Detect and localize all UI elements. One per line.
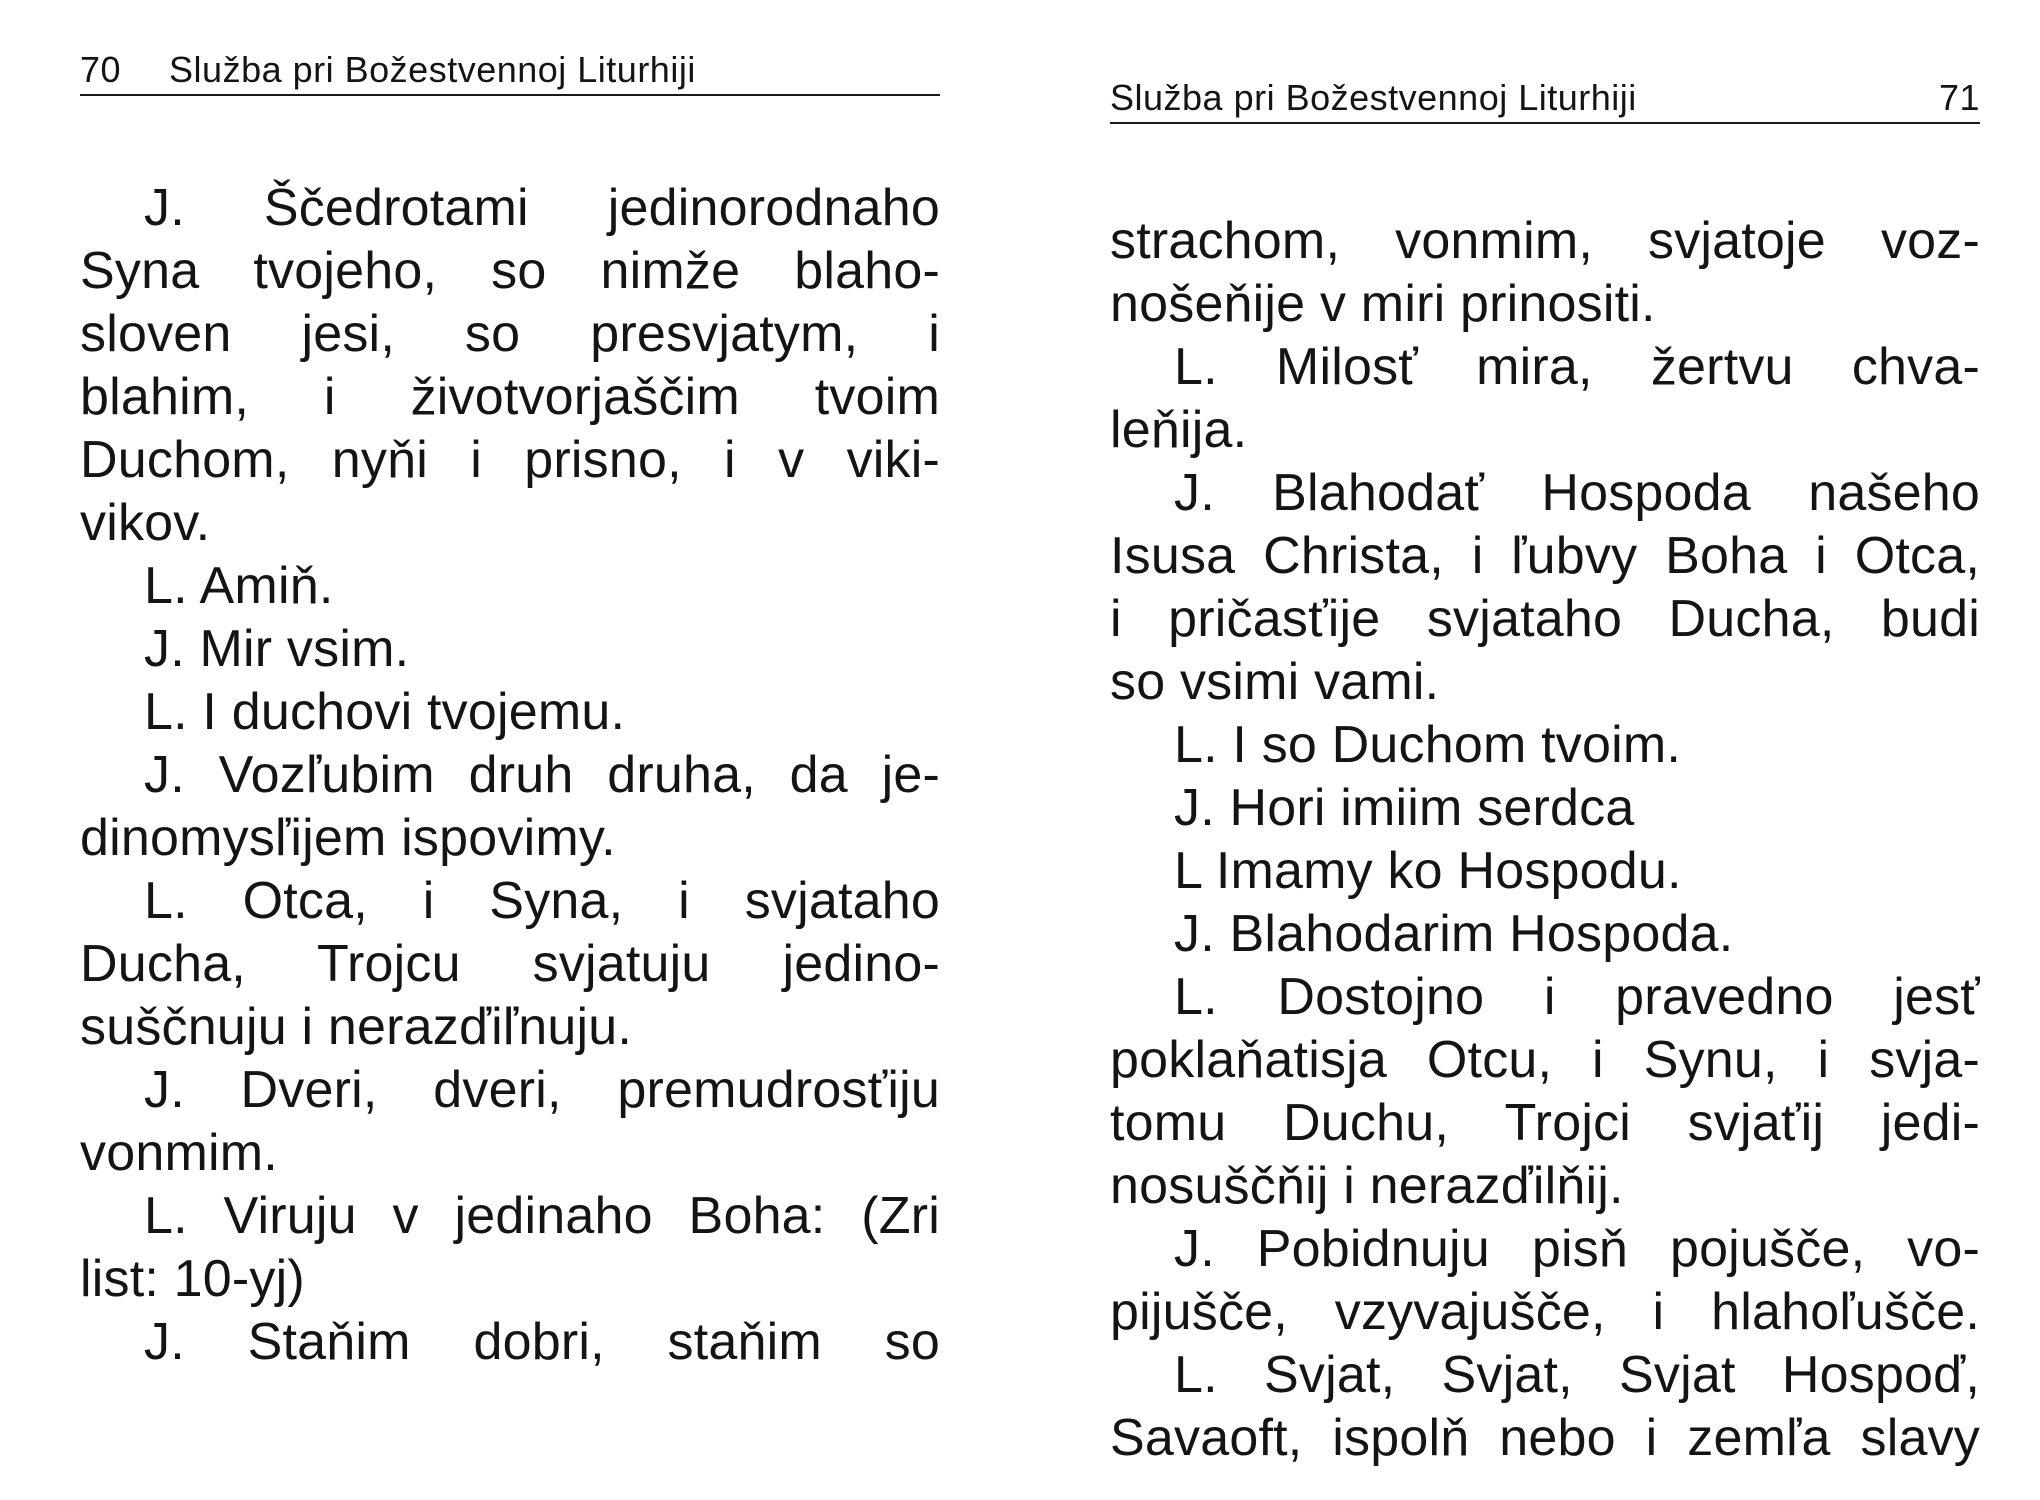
text-line: J. Hori imiim serdca <box>1174 779 1635 837</box>
text-line: pijušče, vzyvajušče, i hlahoľušče. <box>1110 1283 1980 1341</box>
text-line: L. Svjat, Svjat, Svjat Hospoď, <box>1174 1346 1980 1404</box>
text-line: blahim, i životvorjaščim tvoim <box>80 368 940 426</box>
text-line: L. Otca, i Syna, i svjataho <box>144 872 940 930</box>
text-line: J. Blahodarim Hospoda. <box>1174 905 1734 963</box>
text-line: list: 10-yj) <box>80 1250 305 1308</box>
text-line: J. Mir vsim. <box>144 620 410 678</box>
text-line: vonmim. <box>80 1124 278 1182</box>
text-line: L. Amiň. <box>144 557 334 615</box>
text-line: Duchom, nyňi i prisno, i v viki- <box>80 431 940 489</box>
text-line: L. Dostojno i pravedno jesť <box>1174 968 1980 1026</box>
text-line: leňija. <box>1110 401 1248 459</box>
page-number: 71 <box>1938 77 1980 118</box>
text-line: Syna tvojeho, so nimže blaho- <box>80 242 940 300</box>
page-number: 70 <box>80 49 122 90</box>
text-line: J. Ščedrotami jedinorodnaho <box>144 179 940 237</box>
text-line: so vsimi vami. <box>1110 653 1440 711</box>
running-title: Služba pri Božestvennoj Liturhiji <box>169 49 696 90</box>
text-line: J. Dveri, dveri, premudrosťiju <box>144 1061 940 1119</box>
text-line: nosuščňij i nerazďilňij. <box>1110 1157 1624 1215</box>
text-line: vikov. <box>80 494 211 552</box>
text-line: i pričasťije svjataho Ducha, budi <box>1110 590 1980 648</box>
text-line: Savaoft, ispolň nebo i zemľa slavy <box>1110 1409 1980 1467</box>
text-line: poklaňatisja Otcu, i Synu, i svja- <box>1110 1031 1980 1089</box>
text-line: tomu Duchu, Trojci svjaťij jedi- <box>1110 1094 1980 1152</box>
text-line: L. Milosť mira, žertvu chva- <box>1174 338 1980 396</box>
text-line: L. I so Duchom tvoim. <box>1174 716 1682 774</box>
text-line: nošeňije v miri prinositi. <box>1110 275 1656 333</box>
right-page-text <box>1110 210 1980 1470</box>
text-line: suščnuju i nerazďiľnuju. <box>80 998 632 1056</box>
text-line: Ducha, Trojcu svjatuju jedino- <box>80 935 940 993</box>
text-line: sloven jesi, so presvjatym, i <box>80 305 940 363</box>
text-line: L Imamy ko Hospodu. <box>1174 842 1682 900</box>
text-line: dinomysľijem ispovimy. <box>80 809 616 867</box>
text-line: J. Vozľubim druh druha, da je- <box>144 746 940 804</box>
text-line: Isusa Christa, i ľubvy Boha i Otca, <box>1110 527 1980 585</box>
left-page-text <box>80 177 940 1374</box>
text-line: L. I duchovi tvojemu. <box>144 683 626 741</box>
right-page-header <box>1110 78 1980 124</box>
text-line: L. Viruju v jedinaho Boha: (Zri <box>144 1187 940 1245</box>
running-title: Služba pri Božestvennoj Liturhiji <box>1110 77 1637 118</box>
left-page-header <box>80 50 940 96</box>
text-line: J. Pobidnuju pisň pojušče, vo- <box>1174 1220 1980 1278</box>
text-line: J. Blahodať Hospoda našeho <box>1174 464 1980 522</box>
text-line: strachom, vonmim, svjatoje voz- <box>1110 212 1980 270</box>
text-line: J. Staňim dobri, staňim so <box>144 1313 940 1371</box>
